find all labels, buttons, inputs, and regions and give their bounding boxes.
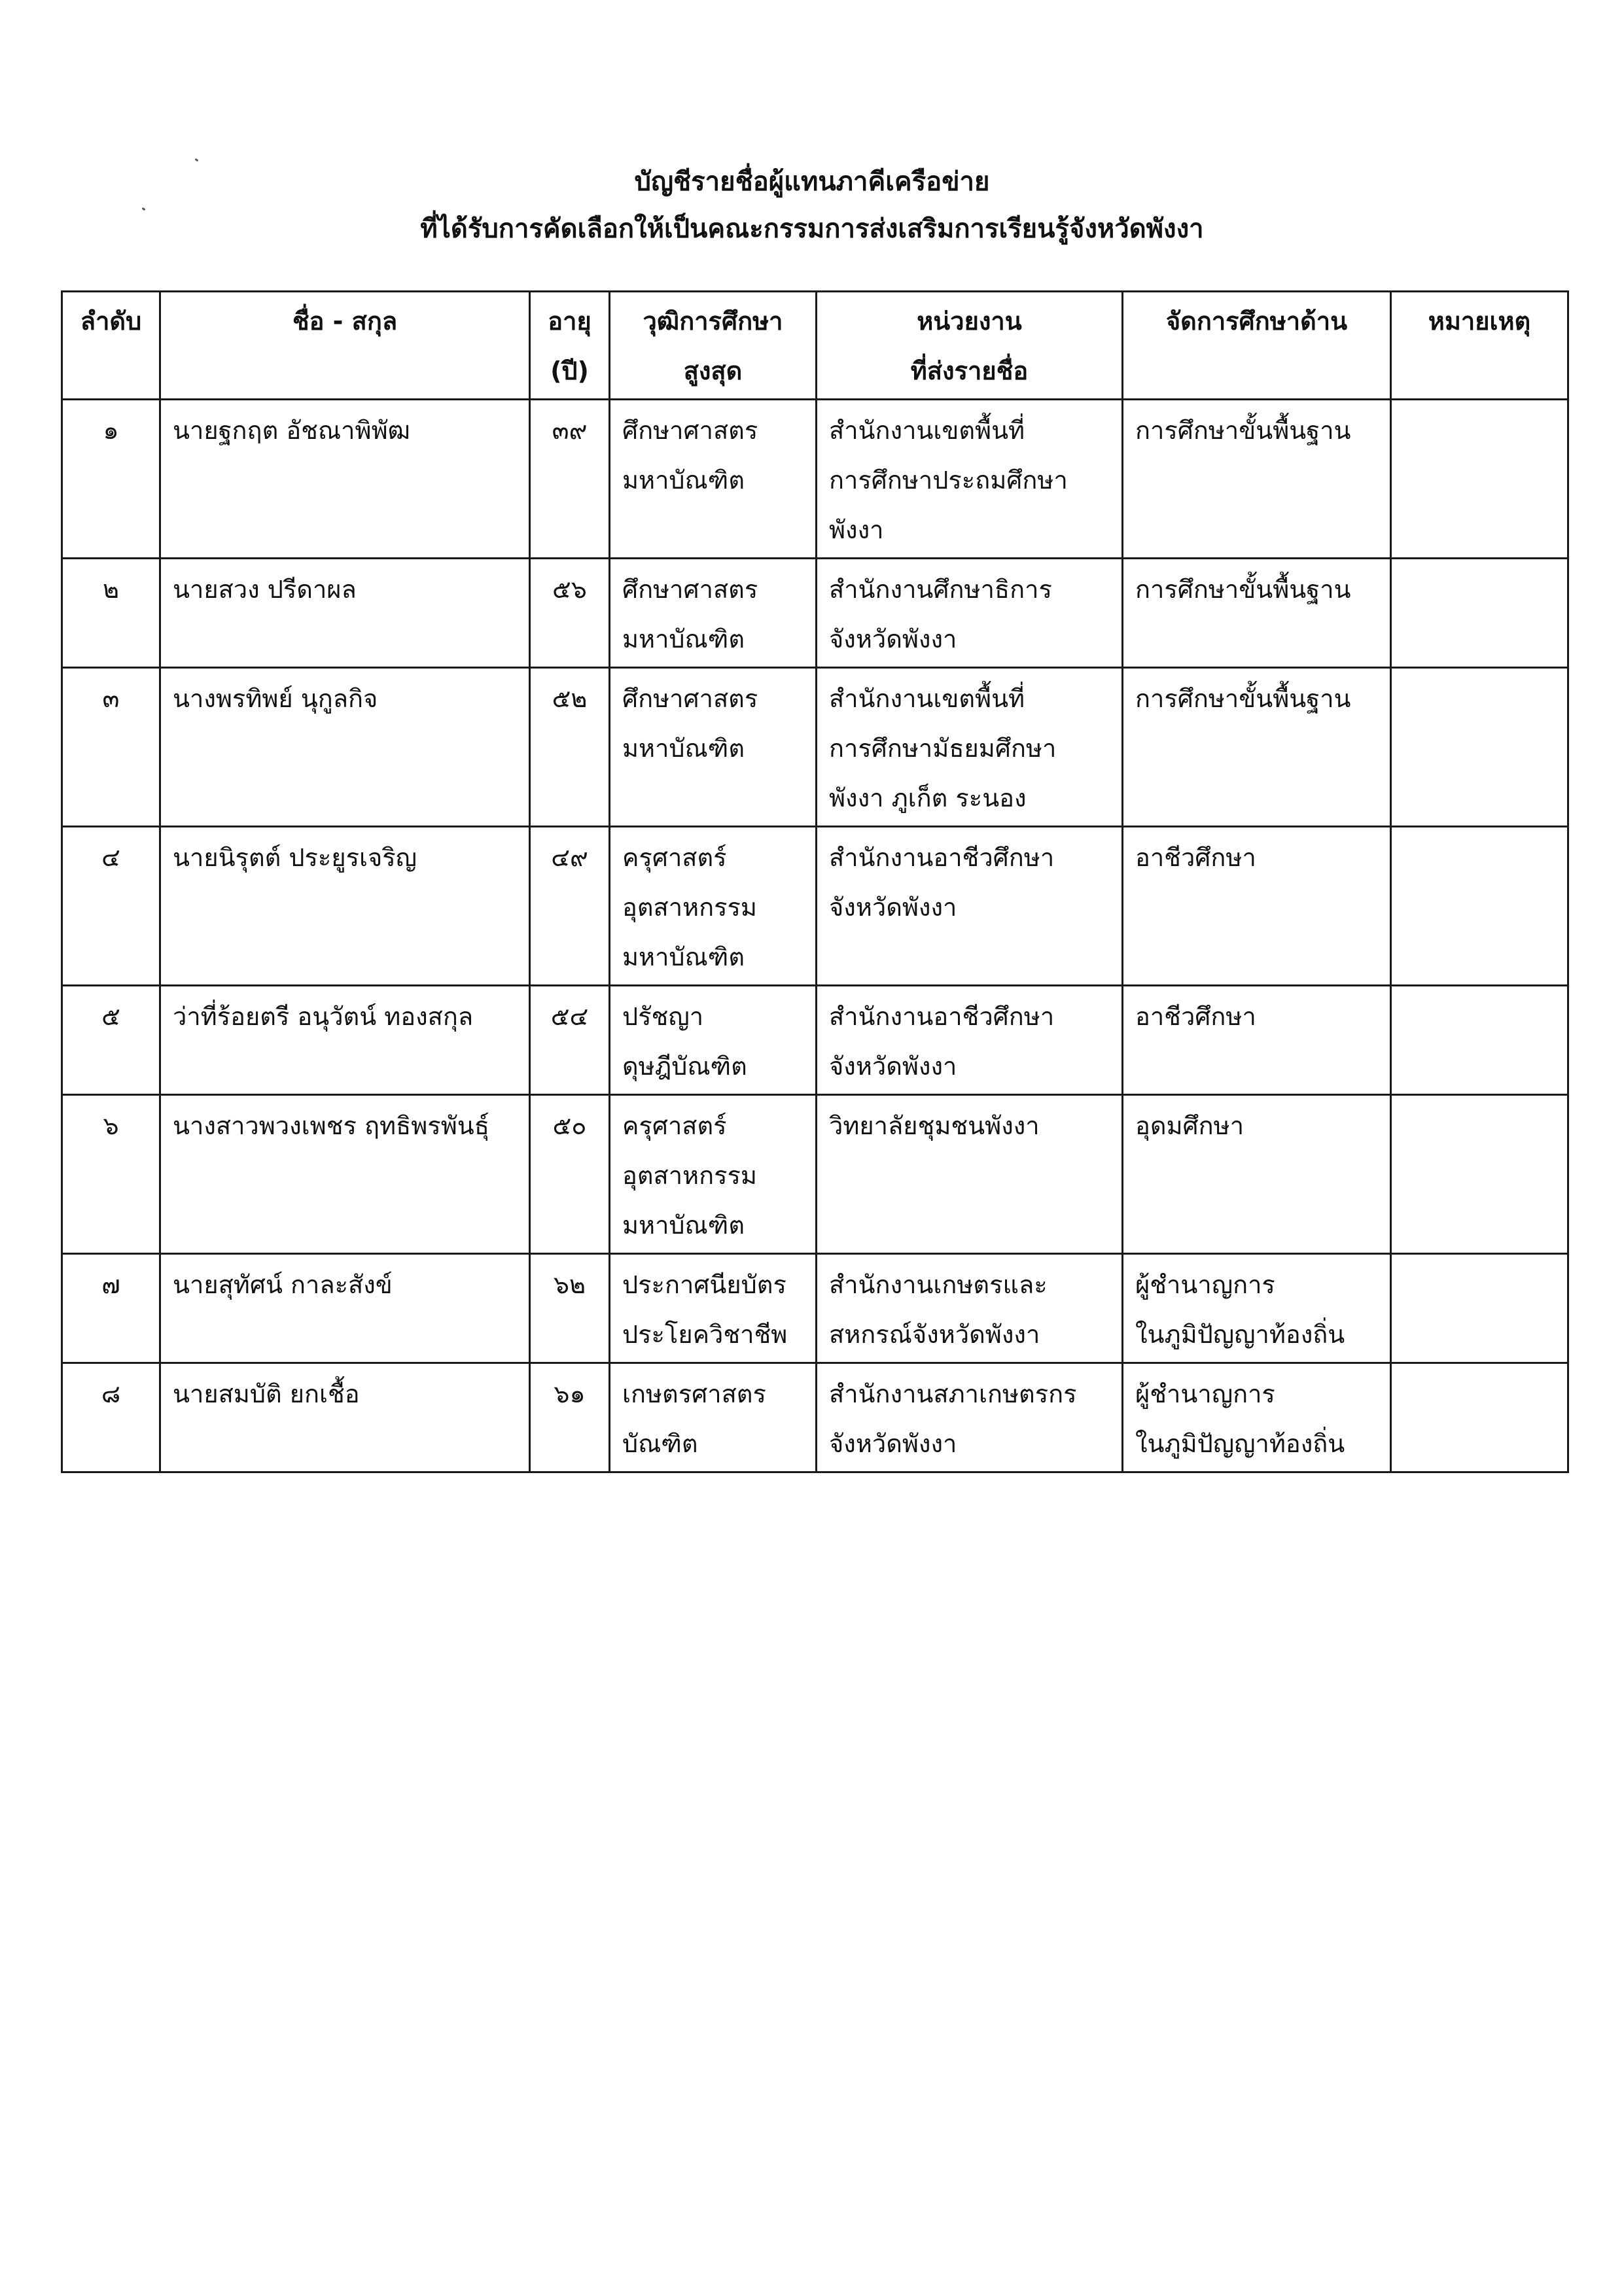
cell-area-text: อาชีวศึกษา [1135,843,1256,872]
cell-note [1391,1363,1568,1472]
table-header-row [62,292,1568,400]
cell-no-text: ๘ [101,1380,121,1408]
cell-name [160,400,530,559]
cell-org [817,559,1123,668]
cell-org-text: จังหวัดพังงา [829,625,957,653]
document-title: บัญชีรายชื่อผู้แทนภาคีเครือข่าย [634,167,990,197]
cell-area-text: อาชีวศึกษา [1135,1002,1256,1031]
cell-degree [610,986,817,1095]
cell-area-text: ในภูมิปัญญาท้องถิ่น [1135,1429,1345,1458]
cell-org [817,668,1123,827]
cell-no-text: ๖ [103,1111,119,1140]
cell-no [62,1254,160,1363]
cell-degree [610,1363,817,1472]
cell-area [1123,1254,1391,1363]
cell-area [1123,400,1391,559]
cell-name-text: นายนิรุตต์ ประยูรเจริญ [173,843,417,872]
cell-degree-text: อุตสาหกรรม [622,893,757,922]
table-row [62,668,1568,827]
cell-org-text: สำนักงานเกษตรและ [829,1270,1048,1299]
header-age: อายุ (ปี) [530,292,610,400]
cell-name-text: ว่าที่ร้อยตรี อนุวัตน์ ทองสกุล [173,1002,474,1031]
cell-degree [610,827,817,986]
table-row [62,1254,1568,1363]
cell-age-text: ๖๑ [554,1380,586,1408]
cell-degree-text: ครุศาสตร์ [622,843,727,872]
header-no: ลำดับ [62,292,160,400]
cell-age [530,827,610,986]
table-row [62,827,1568,986]
cell-degree-text: ดุษฎีบัณฑิต [622,1052,747,1081]
cell-degree-text: ประโยควิชาชีพ [622,1320,788,1349]
cell-org-text: การศึกษาประถมศึกษา [829,466,1068,495]
cell-degree-text: เกษตรศาสตร [622,1380,766,1408]
cell-org [817,986,1123,1095]
table-row [62,1095,1568,1254]
cell-age-text: ๕๖ [552,575,587,604]
cell-area [1123,559,1391,668]
cell-name [160,986,530,1095]
cell-org-text: การศึกษามัธยมศึกษา [829,734,1057,763]
cell-org-text: พังงา ภูเก็ต ระนอง [829,784,1027,812]
table-row [62,559,1568,668]
cell-no [62,1363,160,1472]
cell-degree-text: มหาบัณฑิต [622,943,745,971]
cell-age-text: ๕๐ [552,1111,587,1140]
cell-name [160,1095,530,1254]
cell-no-text: ๓ [102,684,120,713]
header-name: ชื่อ - สกุล [160,292,530,400]
cell-degree [610,400,817,559]
cell-degree-text: ครุศาสตร์ [622,1111,727,1140]
cell-no [62,559,160,668]
header-org: หน่วยงาน ที่ส่งรายชื่อ [817,292,1123,400]
cell-degree-text: มหาบัณฑิต [622,734,745,763]
cell-area [1123,827,1391,986]
cell-org-text: จังหวัดพังงา [829,1052,957,1081]
cell-age [530,1254,610,1363]
cell-org-text: สำนักงานอาชีวศึกษา [829,1002,1055,1031]
cell-note [1391,827,1568,986]
cell-area-text: อุดมศึกษา [1135,1111,1244,1140]
cell-no [62,986,160,1095]
cell-degree-text: บัณฑิต [622,1429,698,1458]
cell-degree-text: มหาบัณฑิต [622,1211,745,1240]
cell-no-text: ๒ [102,575,120,604]
committee-table [61,290,1569,1473]
table-row [62,986,1568,1095]
document-subtitle: ที่ได้รับการคัดเลือกให้เป็นคณะกรรมการส่งเสริมการเรียนรู้จังหวัดพังงา [420,214,1204,244]
cell-age [530,1095,610,1254]
table-row [62,1363,1568,1472]
cell-no-text: ๔ [101,843,120,872]
cell-no-text: ๗ [101,1270,120,1299]
cell-name-text: นายสมบัติ ยกเชื้อ [173,1380,360,1408]
cell-no [62,827,160,986]
cell-org [817,1254,1123,1363]
table-body [62,400,1568,1472]
cell-org-text: สหกรณ์จังหวัดพังงา [829,1320,1040,1349]
cell-degree-text: ศึกษาศาสตร [622,684,758,713]
cell-note [1391,668,1568,827]
cell-area-text: การศึกษาขั้นพื้นฐาน [1135,416,1351,445]
cell-age-text: ๖๒ [553,1270,586,1299]
cell-age [530,1363,610,1472]
cell-org-text: วิทยาลัยชุมชนพังงา [829,1111,1040,1140]
header-note: หมายเหตุ [1391,292,1568,400]
cell-no [62,668,160,827]
cell-name-text: นางสาวพวงเพชร ฤทธิพรพันธุ์ [173,1111,489,1140]
cell-area [1123,1363,1391,1472]
cell-area [1123,986,1391,1095]
cell-org-text: สำนักงานศึกษาธิการ [829,575,1052,604]
cell-area [1123,1095,1391,1254]
cell-no-text: ๑ [103,416,119,445]
cell-org-text: สำนักงานสภาเกษตรกร [829,1380,1077,1408]
cell-name-text: นายสวง ปรีดาผล [173,575,357,604]
cell-org-text: พังงา [829,515,884,544]
cell-org-text: สำนักงานอาชีวศึกษา [829,843,1055,872]
cell-name [160,668,530,827]
cell-name [160,1363,530,1472]
scan-speck [195,158,199,162]
cell-name-text: นายฐกฤต อัชณาพิพัฒ [173,416,410,445]
cell-note [1391,1095,1568,1254]
cell-org-text: สำนักงานเขตพื้นที่ [829,684,1025,713]
table-row [62,400,1568,559]
cell-area-text: ผู้ชำนาญการ [1135,1270,1275,1299]
cell-degree [610,559,817,668]
cell-degree-text: ประกาศนียบัตร [622,1270,786,1299]
cell-degree-text: มหาบัณฑิต [622,625,745,653]
cell-age [530,986,610,1095]
cell-area-text: ในภูมิปัญญาท้องถิ่น [1135,1320,1345,1349]
cell-org-text: จังหวัดพังงา [829,893,957,922]
cell-age [530,559,610,668]
cell-note [1391,1254,1568,1363]
cell-name [160,1254,530,1363]
cell-no-text: ๕ [101,1002,120,1031]
cell-note [1391,400,1568,559]
cell-age [530,400,610,559]
cell-org-text: สำนักงานเขตพื้นที่ [829,416,1025,445]
cell-degree-text: ศึกษาศาสตร [622,575,758,604]
cell-area [1123,668,1391,827]
cell-note [1391,559,1568,668]
cell-age-text: ๕๔ [550,1002,589,1031]
cell-name [160,827,530,986]
cell-name [160,559,530,668]
cell-degree [610,1095,817,1254]
cell-note [1391,986,1568,1095]
cell-degree-text: อุตสาหกรรม [622,1161,757,1190]
cell-org [817,1363,1123,1472]
cell-no [62,1095,160,1254]
header-area: จัดการศึกษาด้าน [1123,292,1391,400]
cell-degree-text: ศึกษาศาสตร [622,416,758,445]
cell-area-text: การศึกษาขั้นพื้นฐาน [1135,684,1351,713]
cell-degree [610,1254,817,1363]
header-degree: วุฒิการศึกษา สูงสุด [610,292,817,400]
cell-age-text: ๕๒ [552,684,588,713]
cell-name-text: นางพรทิพย์ นุกูลกิจ [173,684,378,713]
cell-org [817,400,1123,559]
cell-org [817,1095,1123,1254]
cell-org [817,827,1123,986]
cell-age-text: ๔๙ [551,843,588,872]
cell-age [530,668,610,827]
cell-area-text: ผู้ชำนาญการ [1135,1380,1275,1408]
cell-degree-text: ปรัชญา [622,1002,704,1031]
cell-degree-text: มหาบัณฑิต [622,466,745,495]
cell-no [62,400,160,559]
cell-area-text: การศึกษาขั้นพื้นฐาน [1135,575,1351,604]
cell-age-text: ๓๙ [552,416,588,445]
cell-name-text: นายสุทัศน์ กาละสังข์ [173,1270,393,1299]
cell-degree [610,668,817,827]
cell-org-text: จังหวัดพังงา [829,1429,957,1458]
